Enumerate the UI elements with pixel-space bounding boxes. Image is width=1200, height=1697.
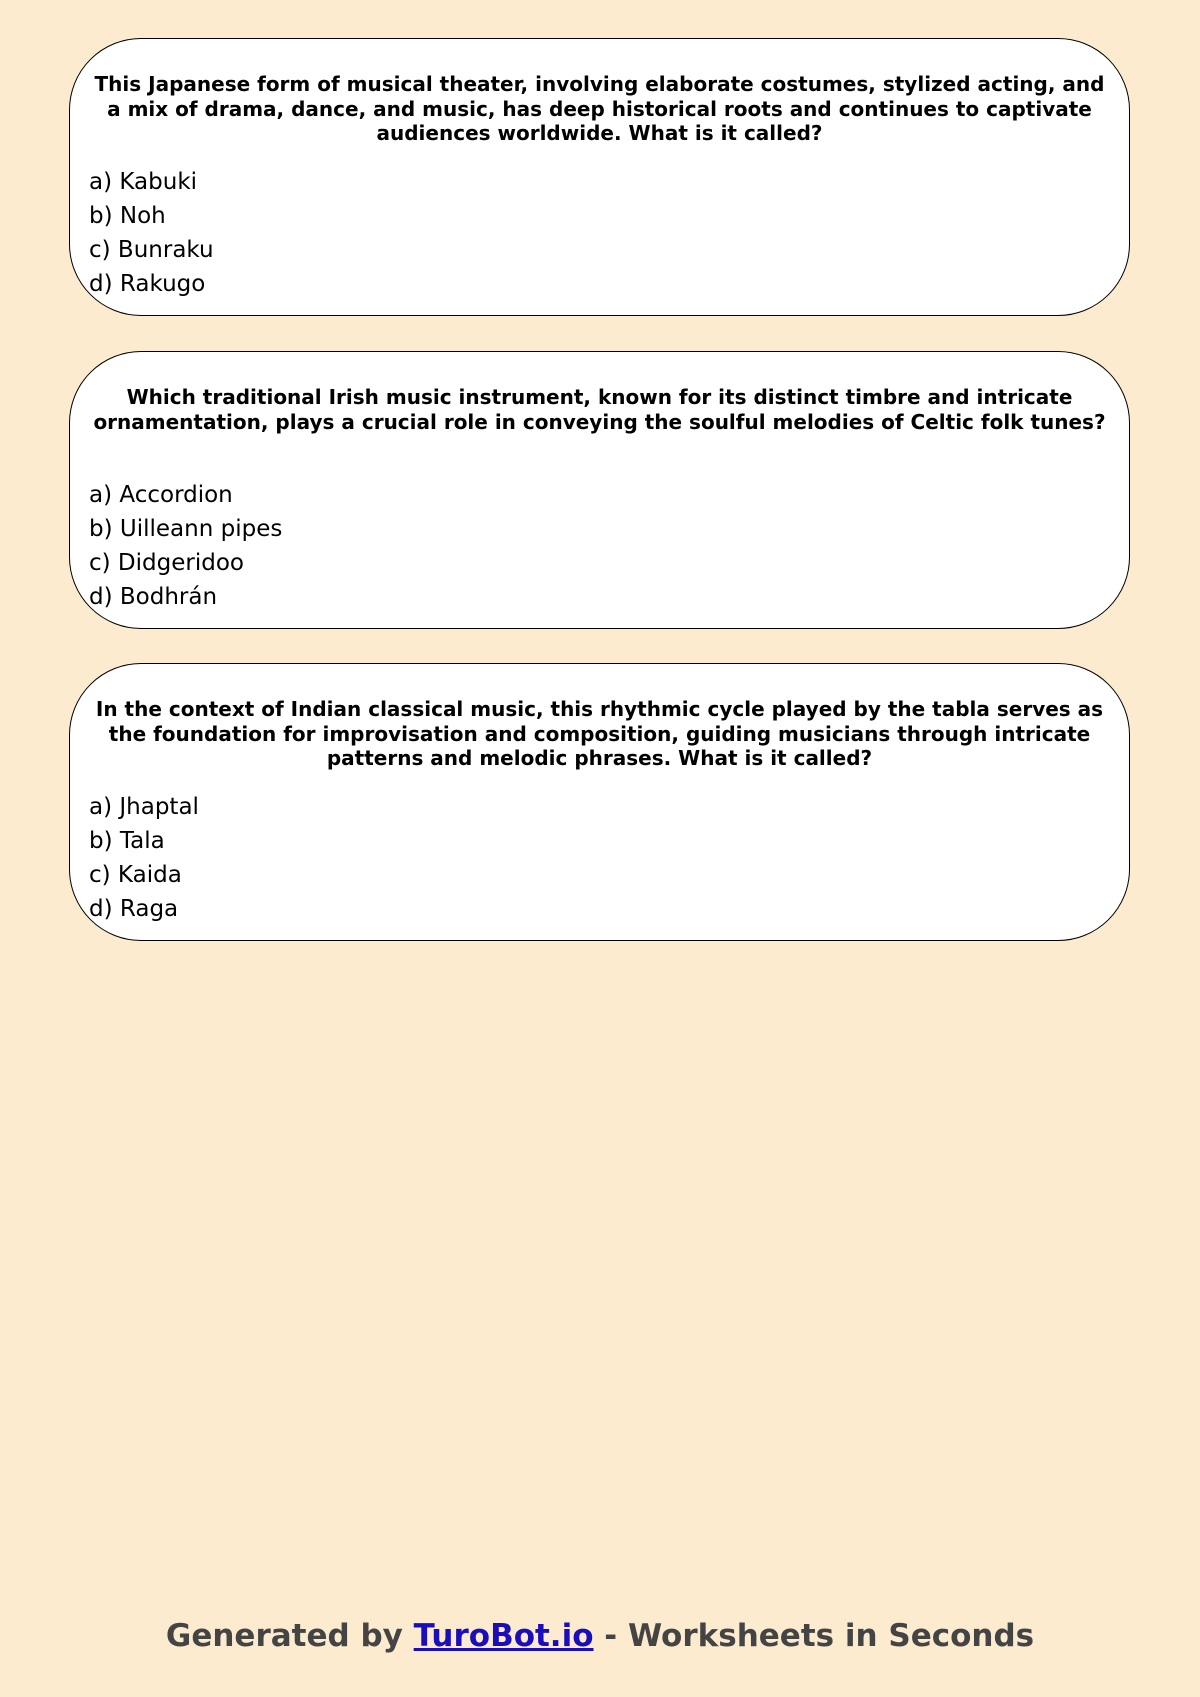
option-d: d) Rakugo [89, 271, 206, 297]
option-d: d) Raga [89, 896, 179, 922]
options-list [89, 790, 199, 926]
option-d: d) Bodhrán [89, 584, 218, 610]
turobot-link[interactable]: TuroBot.io [413, 1618, 594, 1654]
option-a: a) Jhaptal [89, 794, 199, 820]
option-c: c) Didgeridoo [89, 550, 244, 576]
question-text: In the context of Indian classical music, this rhythmic cycle played by the tabla serves as the foundation for improvisation and composition, guiding musicians through intricate patterns and melodic phrases. What is it called? [95, 697, 1104, 770]
options-list [89, 478, 282, 614]
question-text: This Japanese form of musical theater, involving elaborate costumes, stylized acting, and a mix of drama, dance, and music, has deep historical roots and continues to captivate audiences worldwide. What is it called? [94, 72, 1105, 145]
option-a: a) Accordion [89, 482, 233, 508]
question-card-3 [69, 663, 1130, 941]
options-list [89, 165, 214, 301]
option-c: c) Kaida [89, 862, 182, 888]
footer-prefix: Generated by [165, 1618, 414, 1654]
option-b: b) Tala [89, 828, 165, 854]
question-card-2 [69, 351, 1130, 629]
option-b: b) Uilleann pipes [89, 516, 283, 542]
footer [0, 1618, 1200, 1654]
footer-suffix: - Worksheets in Seconds [593, 1618, 1035, 1654]
question-card-1 [69, 38, 1130, 316]
option-a: a) Kabuki [89, 169, 198, 195]
option-c: c) Bunraku [89, 237, 214, 263]
question-text: Which traditional Irish music instrument, known for its distinct timbre and intricate ornamentation, plays a crucial role in conveying the soulful melodies of Celtic folk tunes? [93, 385, 1106, 434]
option-b: b) Noh [89, 203, 166, 229]
